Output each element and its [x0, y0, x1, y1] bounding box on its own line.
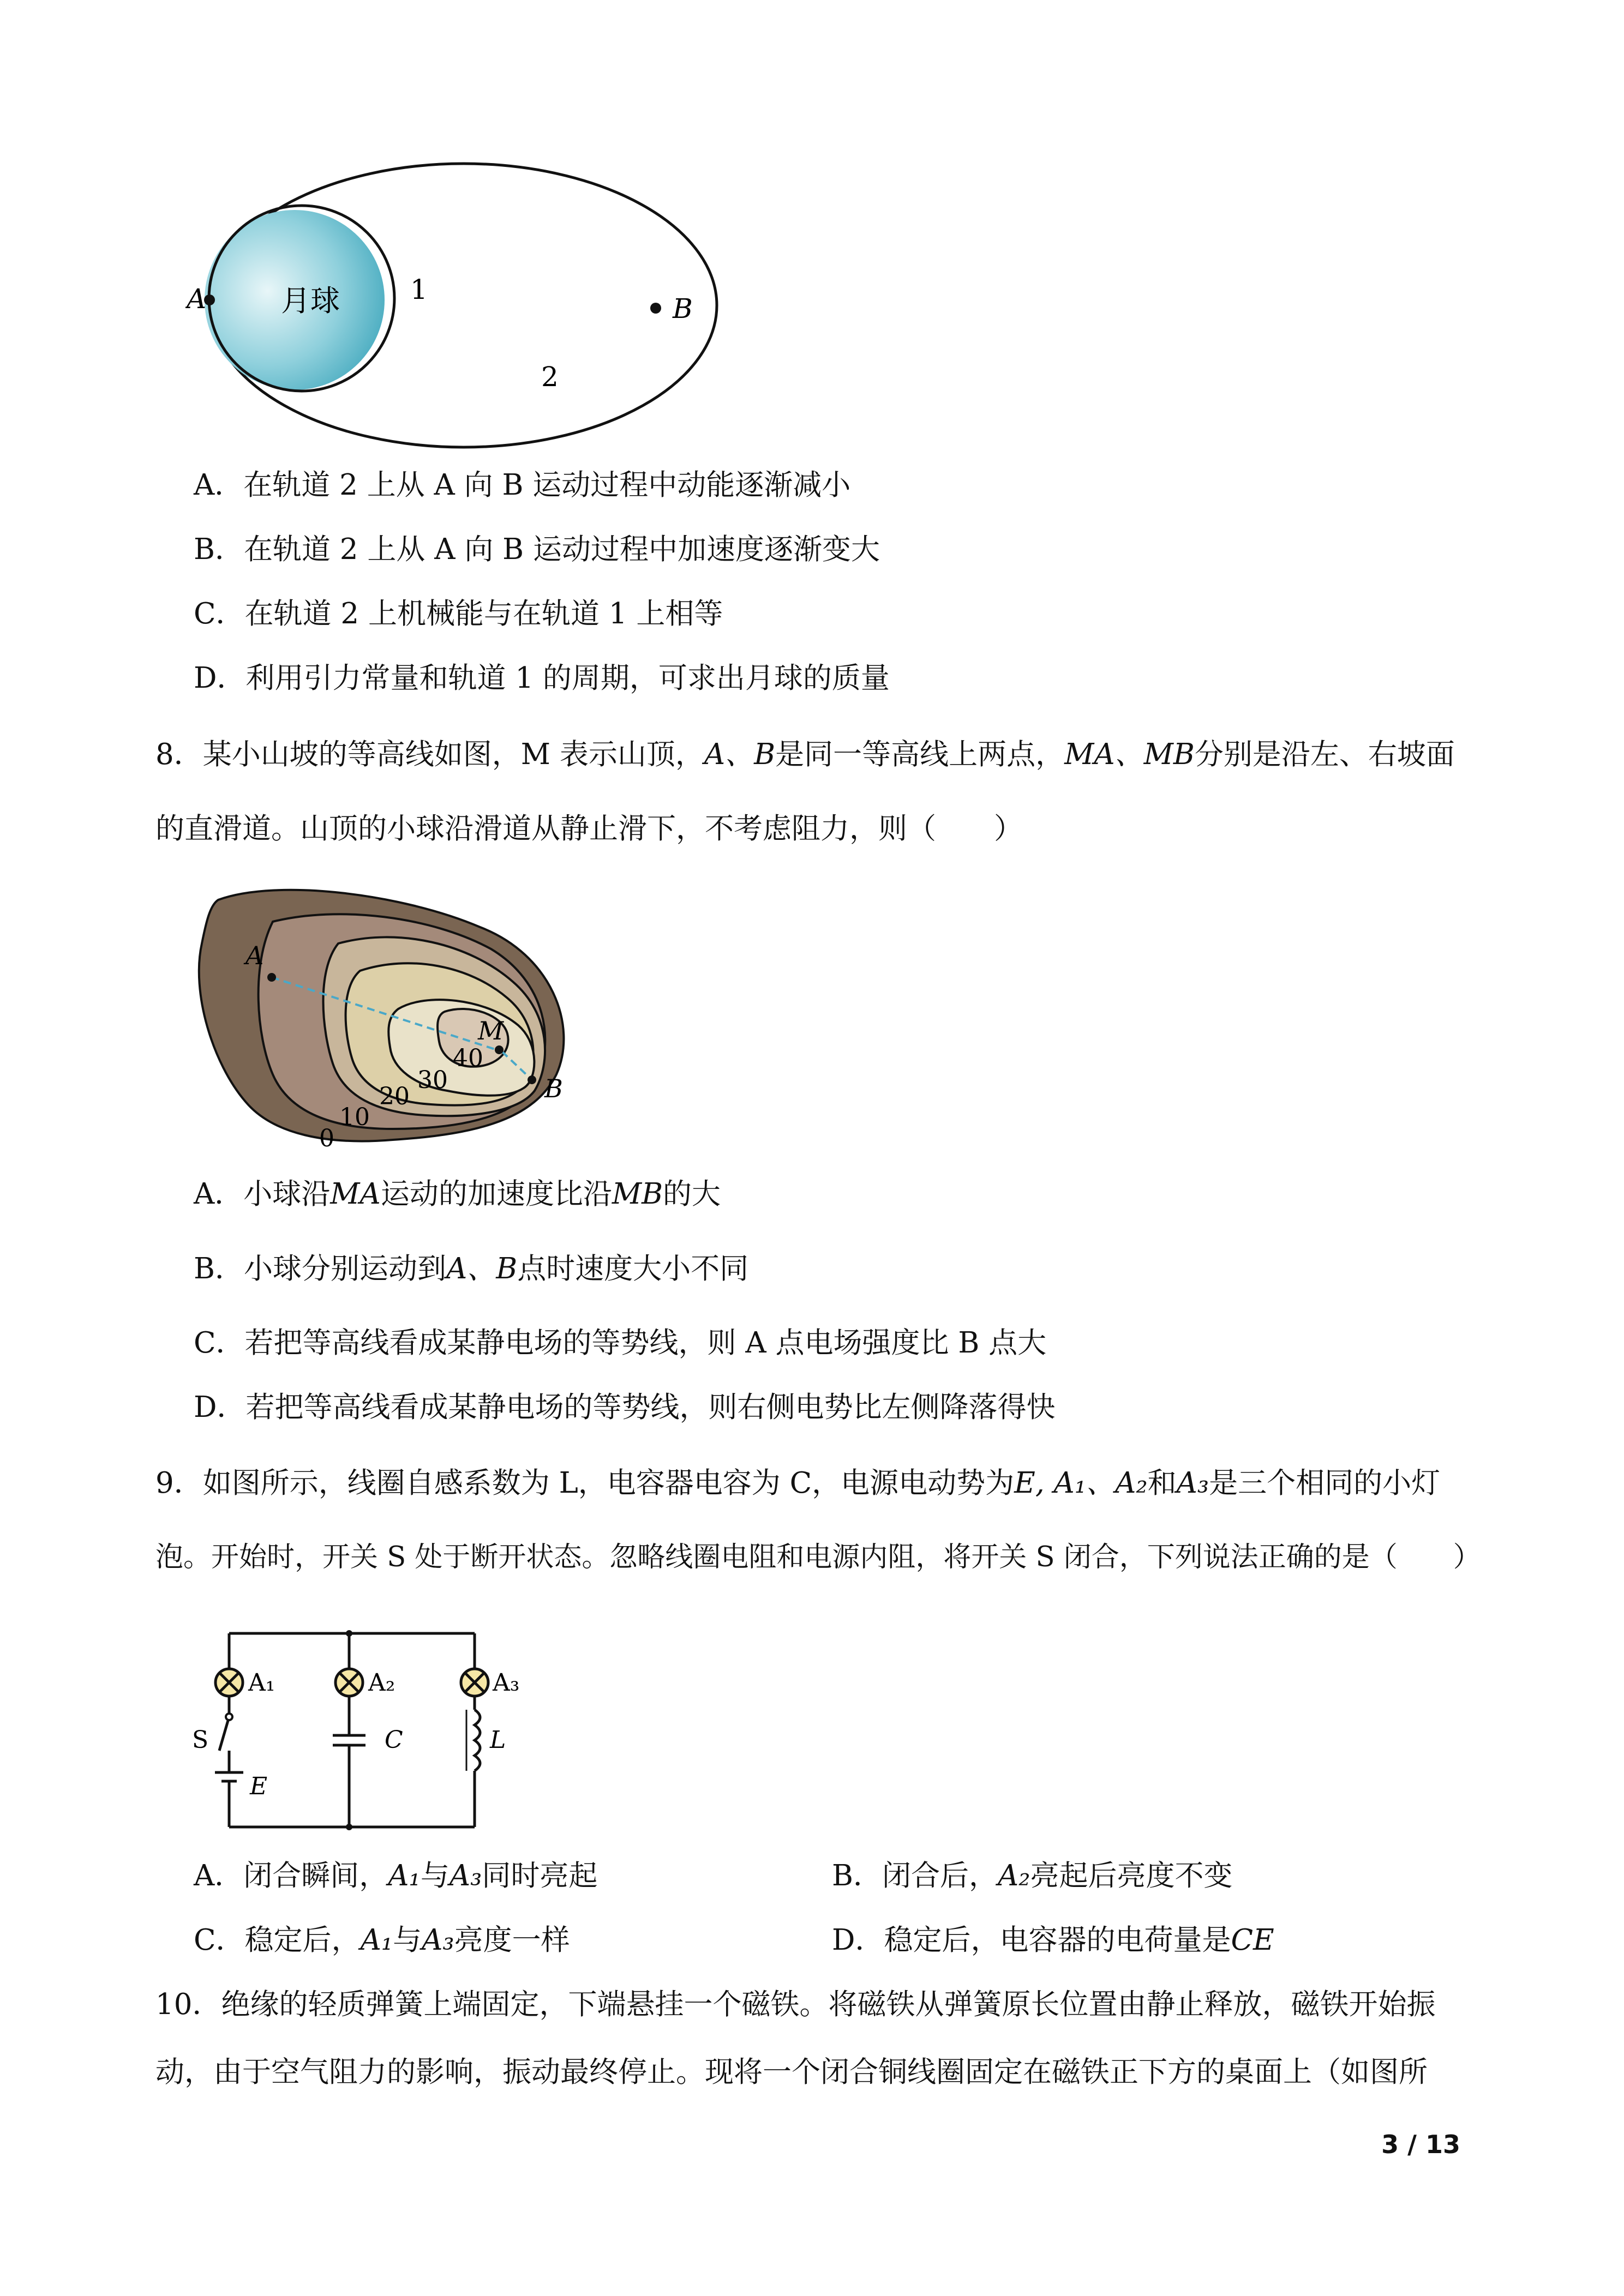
junction-top: [346, 1630, 352, 1637]
q8-option-c: C．若把等高线看成某静电场的等势线，则 A 点电场强度比 B 点大: [194, 1326, 1047, 1360]
lamp-a1: [215, 1669, 243, 1696]
contour-label-40: 40: [453, 1044, 483, 1072]
label-a2: A₂: [368, 1669, 395, 1697]
contour-figure: [196, 883, 578, 1151]
lamp-a2: [335, 1669, 363, 1696]
q7-option-b: B．在轨道 2 上从 A 向 B 运动过程中加速度逐渐变大: [194, 533, 880, 566]
label-a: A: [187, 283, 207, 315]
page-number: 3 / 13: [1381, 2130, 1460, 2159]
q7-option-d: D．利用引力常量和轨道 1 的周期，可求出月球的质量: [194, 662, 890, 695]
label-a1: A₁: [248, 1669, 275, 1697]
orbit-figure: [185, 153, 720, 458]
moon-label: 月球: [281, 284, 340, 318]
q7-option-a: A．在轨道 2 上从 A 向 B 运动过程中动能逐渐减小: [194, 468, 851, 502]
label-a3: A₃: [493, 1669, 520, 1697]
orbit-2-label: 2: [541, 361, 559, 393]
q10-stem-line1: 10．绝缘的轻质弹簧上端固定，下端悬挂一个磁铁。将磁铁从弹簧原长位置由静止释放，磁铁开始振: [155, 1988, 1436, 2021]
point-a: [267, 973, 276, 982]
q8-stem-line1: 8．某小山坡的等高线如图，M 表示山顶，A、B是同一等高线上两点，MA、MB分别是沿左、右坡面: [155, 738, 1455, 771]
q8-option-d: D．若把等高线看成某静电场的等势线，则右侧电势比左侧降落得快: [194, 1391, 1056, 1424]
q9-stem-line1: 9．如图所示，线圈自感系数为 L，电容器电容为 C，电源电动势为E, A₁、A₂和A₃是三个相同的小灯: [155, 1466, 1441, 1500]
orbit-1-label: 1: [410, 274, 428, 305]
q9-stem-line2: 泡。开始时，开关 S 处于断开状态。忽略线圈电阻和电源内阻，将开关 S 闭合，下列说法正确的是（ ）: [155, 1541, 1481, 1573]
q8-option-a: A．小球沿MA运动的加速度比沿MB的大: [194, 1177, 721, 1211]
q8-option-b: B．小球分别运动到A、B点时速度大小不同: [194, 1252, 749, 1285]
junction-bottom: [346, 1824, 352, 1830]
point-b: [650, 303, 661, 314]
label-e: E: [250, 1772, 268, 1800]
q9-option-a: A．闭合瞬间，A₁与A₃同时亮起: [194, 1859, 598, 1892]
contour-label-30: 30: [417, 1066, 448, 1094]
contour-label-20: 20: [379, 1083, 410, 1110]
q7-option-c: C．在轨道 2 上机械能与在轨道 1 上相等: [194, 597, 723, 630]
label-b: B: [673, 293, 693, 324]
circuit-figure: [191, 1614, 540, 1832]
point-m: [495, 1045, 504, 1054]
label-b: B: [544, 1074, 563, 1103]
contour-label-0: 0: [319, 1125, 334, 1151]
label-c: C: [385, 1726, 403, 1754]
q10-stem-line2: 动，由于空气阻力的影响，振动最终停止。现将一个闭合铜线圈固定在磁铁正下方的桌面上（如图所: [155, 2055, 1428, 2089]
point-b: [528, 1075, 536, 1084]
label-s: S: [192, 1726, 209, 1754]
label-a: A: [245, 941, 264, 970]
label-l: L: [490, 1726, 506, 1754]
q8-stem-line2: 的直滑道。山顶的小球沿滑道从静止滑下，不考虑阻力，则（ ）: [155, 812, 1023, 845]
contour-label-10: 10: [339, 1103, 370, 1131]
lamp-a3: [461, 1669, 488, 1696]
q9-option-b: B．闭合后，A₂亮起后亮度不变: [832, 1859, 1233, 1892]
switch-contact: [226, 1714, 232, 1720]
label-m: M: [478, 1016, 504, 1045]
q9-option-d: D．稳定后，电容器的电荷量是CE: [832, 1924, 1274, 1957]
q9-option-c: C．稳定后，A₁与A₃亮度一样: [194, 1924, 570, 1957]
